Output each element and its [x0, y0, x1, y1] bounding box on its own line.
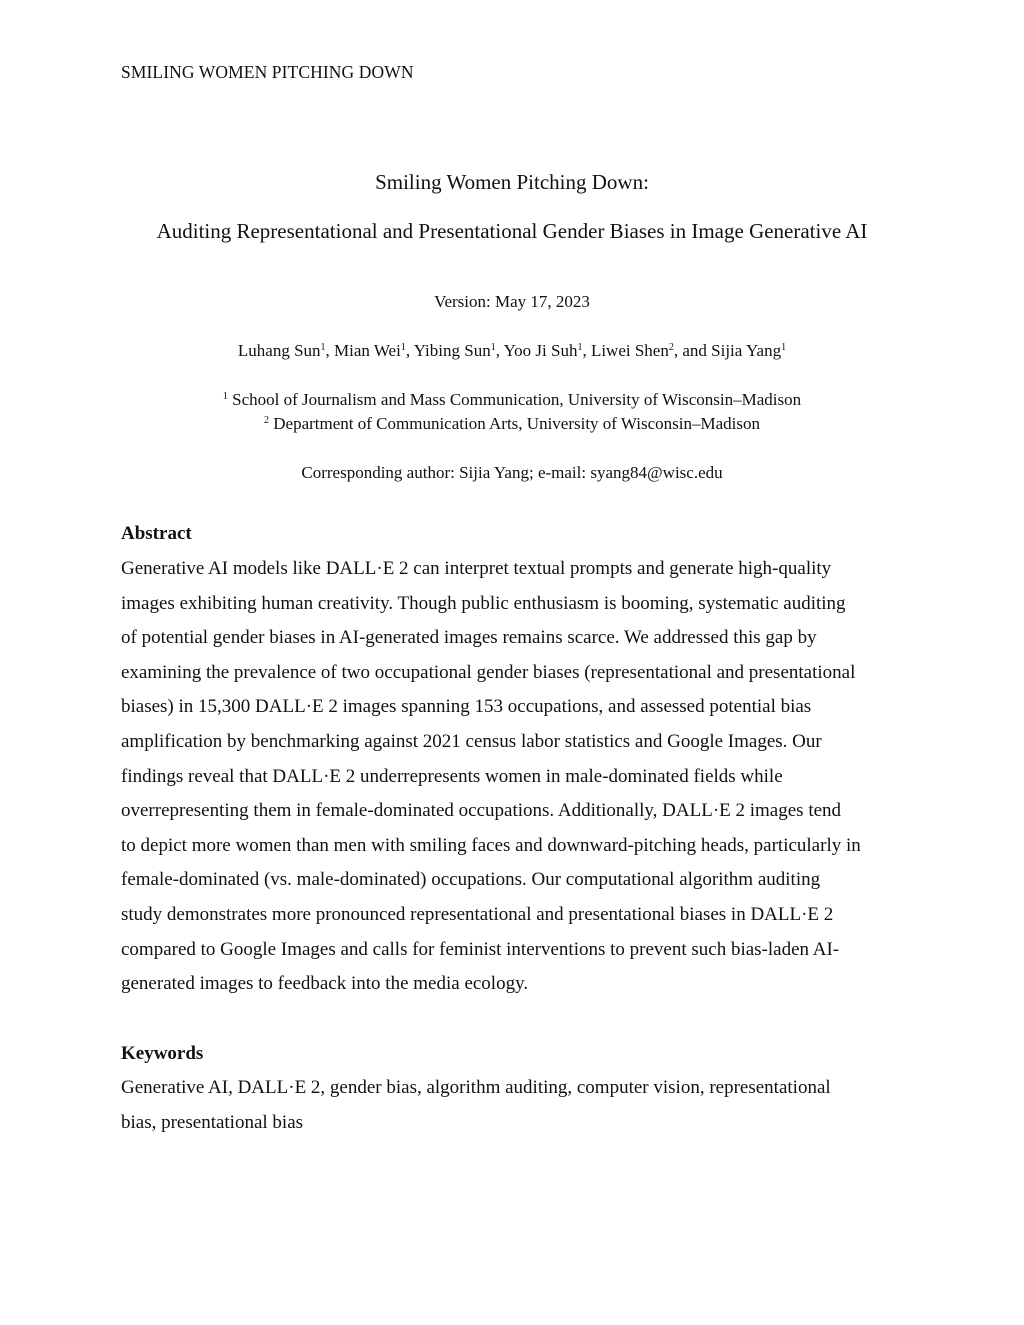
author-affiliation-mark: 1	[400, 342, 406, 353]
version-line: Version: May 17, 2023	[434, 292, 590, 311]
abstract-line: of potential gender biases in AI-generated images remains scarce. We addressed this gap by	[121, 627, 817, 649]
keywords-heading: Keywords	[121, 1043, 204, 1064]
abstract-body	[121, 552, 911, 1002]
keywords-line: Generative AI, DALL·E 2, gender bias, algorithm auditing, computer vision, representational	[121, 1077, 831, 1098]
running-head: SMILING WOMEN PITCHING DOWN	[121, 62, 414, 82]
author: Liwei Shen	[590, 341, 669, 360]
author: Sijia Yang	[711, 341, 782, 360]
affiliation-text: Department of Communication Arts, University of Wisconsin–Madison	[273, 414, 760, 433]
abstract-line: female-dominated (vs. male-dominated) occupations. Our computational algorithm auditing	[121, 869, 821, 891]
corresponding-author: Corresponding author: Sijia Yang; e-mail: syang84@wisc.edu	[301, 463, 723, 482]
paper-subtitle: Auditing Representational and Presentational Gender Biases in Image Generative AI	[156, 219, 868, 243]
author-separator: , and	[673, 341, 712, 360]
affiliation	[0, 390, 1024, 410]
affiliation-text: School of Journalism and Mass Communication, University of Wisconsin–Madison	[232, 390, 802, 409]
abstract-line: compared to Google Images and calls for feminist interventions to prevent such bias-laden AI-	[121, 938, 840, 960]
affiliation-number: 2	[264, 415, 269, 426]
author: Yoo Ji Suh	[503, 341, 578, 360]
abstract-line: examining the prevalence of two occupational gender biases (representational and presentational	[121, 661, 856, 683]
author-affiliation-mark: 1	[320, 342, 326, 353]
author-affiliation-mark: 1	[490, 342, 496, 353]
author: Mian Wei	[334, 341, 401, 360]
abstract-line: study demonstrates more pronounced representational and presentational biases in DALL·E 2	[121, 903, 834, 925]
author-separator: ,	[405, 341, 414, 360]
abstract-line: amplification by benchmarking against 2021 census labor statistics and Google Images. Our	[121, 730, 822, 752]
paper-title: Smiling Women Pitching Down:	[375, 170, 649, 194]
abstract-line: overrepresenting them in female-dominated occupations. Additionally, DALL·E 2 images tend	[121, 800, 842, 822]
abstract-heading: Abstract	[121, 523, 192, 544]
author-separator: ,	[325, 341, 335, 360]
keywords-body	[121, 1071, 911, 1140]
abstract-line: generated images to feedback into the media ecology.	[121, 973, 529, 995]
abstract-line: findings reveal that DALL·E 2 underrepresents women in male-dominated fields while	[121, 765, 783, 787]
author-list	[0, 341, 1024, 361]
author-affiliation-mark: 2	[668, 342, 674, 353]
author: Yibing Sun	[413, 341, 491, 360]
abstract-line: images exhibiting human creativity. Though public enthusiasm is booming, systematic auditing	[121, 592, 846, 614]
author-separator: ,	[495, 341, 504, 360]
abstract-line: Generative AI models like DALL·E 2 can interpret textual prompts and generate high-quality	[121, 558, 832, 579]
author-separator: ,	[582, 341, 591, 360]
author-affiliation-mark: 1	[577, 342, 583, 353]
abstract-line: biases) in 15,300 DALL·E 2 images spanning 153 occupations, and assessed potential bias	[121, 696, 812, 718]
abstract-line: to depict more women than men with smiling faces and downward-pitching heads, particularly in	[121, 834, 861, 856]
author: Luhang Sun	[237, 341, 321, 360]
keywords-line: bias, presentational bias	[121, 1111, 304, 1133]
author-affiliation-mark: 1	[781, 342, 787, 353]
affiliation	[0, 414, 1024, 434]
affiliation-number: 1	[222, 391, 228, 402]
